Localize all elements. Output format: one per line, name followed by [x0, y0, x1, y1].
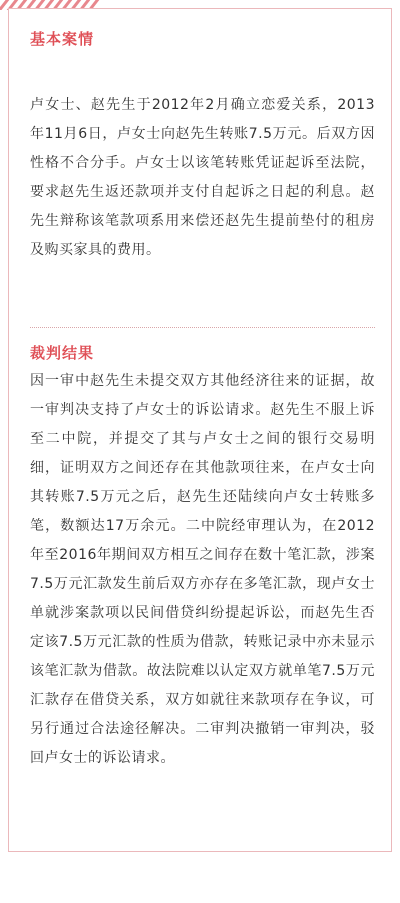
section-heading-basic-facts: 基本案情	[30, 30, 95, 48]
section-body-judgment: 因一审中赵先生未提交双方其他经济往来的证据，故一审判决支持了卢女士的诉讼请求。赵先生不服上诉至二中院，并提交了其与卢女士之间的银行交易明细，证明双方之间还存在其他款项往来，在卢女士向其转账7.5万元之后，赵先生还陆续向卢女士转账多笔，数额达17万余元。二中院经审理认为，在2012年至2016年期间双方相互之间存在数十笔汇款，涉案7.5万元汇款发生前后双方亦存在多笔汇款，现卢女士单就涉案款项以民间借贷纠纷提起诉讼，而赵先生否定该7.5万元汇款的性质为借款，转账记录中亦未显示该笔汇款为借款。故法院难以认定双方就单笔7.5万元汇款存在借贷关系，双方如就往来款项存在争议，可另行通过合法途径解决。二审判决撤销一审判决，驳回卢女士的诉讼请求。	[30, 373, 375, 766]
section-heading-judgment: 裁判结果	[30, 344, 95, 362]
section-divider	[30, 327, 375, 328]
section-body-basic-facts: 卢女士、赵先生于2012年2月确立恋爱关系，2013年11月6日，卢女士向赵先生转账7.5万元。后双方因性格不合分手。卢女士以该笔转账凭证起诉至法院，要求赵先生返还款项并支付自起诉之日起的利息。赵先生辩称该笔款项系用来偿还赵先生提前垫付的租房及购买家具的费用。	[30, 97, 375, 258]
article-card	[8, 8, 392, 852]
